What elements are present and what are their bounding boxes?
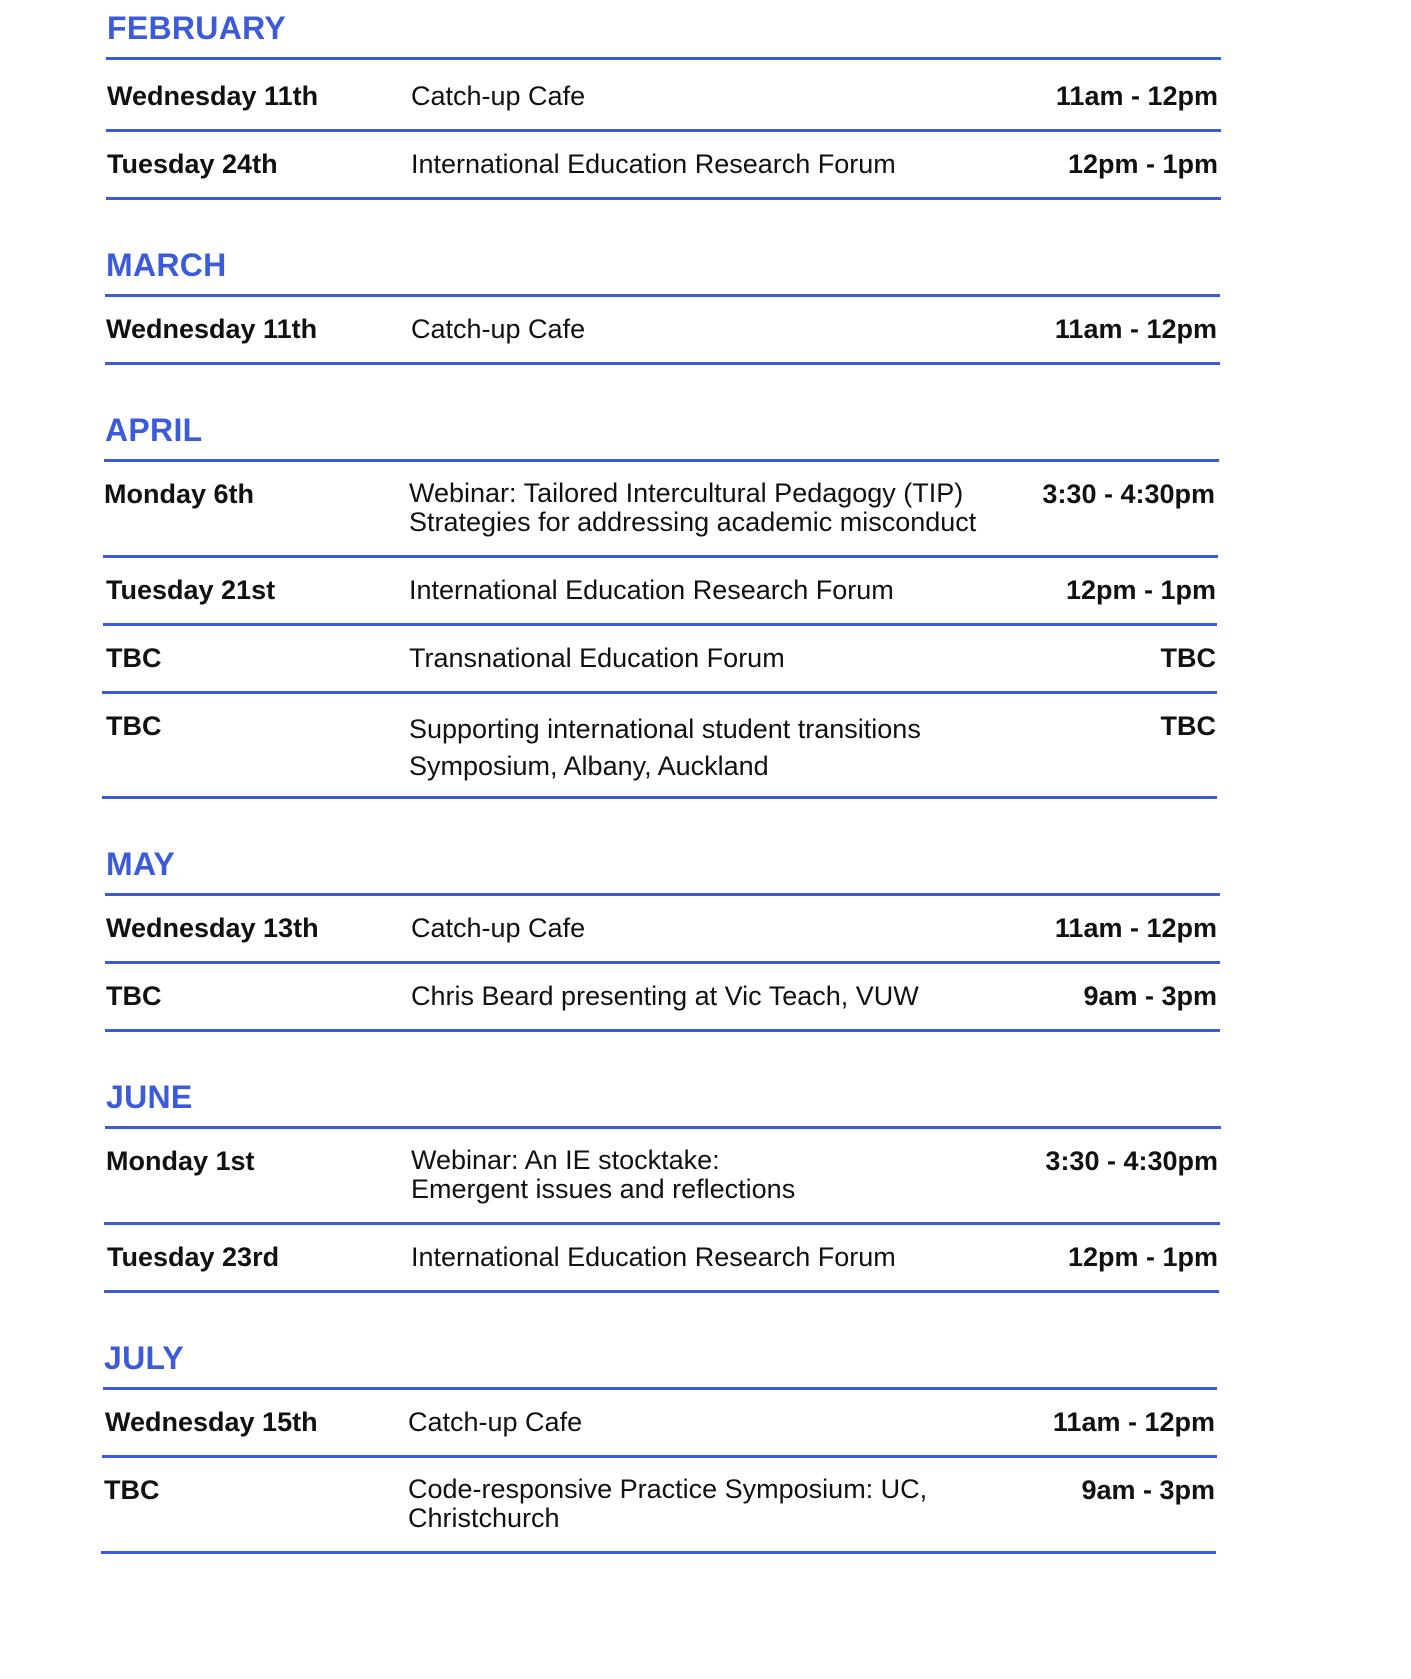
event-title <box>408 1475 927 1533</box>
event-row <box>106 643 1216 673</box>
event-date: Tuesday 24th <box>107 149 278 179</box>
event-time: 11am - 12pm <box>1054 314 1217 344</box>
event-row <box>104 479 1215 539</box>
event-title: International Education Research Forum <box>411 149 896 179</box>
event-title: International Education Research Forum <box>411 1242 896 1272</box>
divider <box>105 893 1220 896</box>
event-date: Wednesday 15th <box>105 1407 318 1437</box>
divider <box>106 57 1221 60</box>
month-heading: MAY <box>106 846 176 882</box>
divider <box>104 459 1219 462</box>
event-title <box>411 1146 795 1204</box>
event-date: Tuesday 23rd <box>107 1242 280 1272</box>
divider <box>103 555 1218 558</box>
divider <box>103 1387 1217 1390</box>
divider <box>105 362 1220 365</box>
divider <box>102 796 1217 799</box>
event-date: Wednesday 13th <box>106 913 319 943</box>
event-date: TBC <box>106 711 162 741</box>
divider <box>104 1222 1220 1225</box>
event-title <box>409 479 976 537</box>
event-date: TBC <box>104 1475 160 1505</box>
event-title-line: Christchurch <box>408 1503 560 1533</box>
event-title: Catch-up Cafe <box>411 314 586 344</box>
divider <box>101 1551 1216 1554</box>
event-row <box>106 711 1216 783</box>
event-title: Catch-up Cafe <box>411 81 586 111</box>
event-title-line: Emergent issues and reflections <box>411 1174 796 1204</box>
event-title: Chris Beard presenting at Vic Teach, VUW <box>411 981 919 1011</box>
event-title: Transnational Education Forum <box>409 643 785 673</box>
event-row <box>106 575 1216 605</box>
event-title-line: Symposium, Albany, Auckland <box>409 751 769 781</box>
event-row <box>106 314 1217 344</box>
divider <box>102 1455 1217 1458</box>
divider <box>105 1029 1220 1032</box>
event-title-line: Webinar: An IE stocktake: <box>411 1145 720 1175</box>
event-time: 9am - 3pm <box>1081 1475 1215 1505</box>
event-time: 9am - 3pm <box>1083 981 1217 1011</box>
event-time: 12pm - 1pm <box>1067 149 1218 179</box>
month-heading: JULY <box>104 1340 185 1376</box>
event-date: TBC <box>106 643 162 673</box>
month-heading: MARCH <box>106 247 227 283</box>
divider <box>104 1290 1219 1293</box>
event-title-line: Supporting international student transitions <box>409 714 921 744</box>
month-heading: APRIL <box>105 412 203 448</box>
month-heading: FEBRUARY <box>107 10 286 46</box>
month-heading: JUNE <box>106 1079 193 1115</box>
event-title: Catch-up Cafe <box>411 913 586 943</box>
event-title-line: Code-responsive Practice Symposium: UC, <box>408 1474 928 1504</box>
event-title-line: Webinar: Tailored Intercultural Pedagogy (TIP) <box>409 478 964 508</box>
event-time: 3:30 - 4:30pm <box>1045 1146 1218 1176</box>
divider <box>102 691 1217 694</box>
event-time: 11am - 12pm <box>1055 81 1218 111</box>
event-date: Tuesday 21st <box>106 575 276 605</box>
event-time: 11am - 12pm <box>1052 1407 1215 1437</box>
event-title-line: Strategies for addressing academic misconduct <box>409 507 977 537</box>
event-title: Catch-up Cafe <box>408 1407 583 1437</box>
event-row <box>107 149 1218 179</box>
event-row <box>106 1146 1218 1206</box>
event-date: Monday 1st <box>106 1146 255 1176</box>
event-date: Monday 6th <box>104 479 255 509</box>
event-date: Wednesday 11th <box>107 81 319 111</box>
divider <box>105 961 1220 964</box>
event-time: TBC <box>1160 643 1216 673</box>
event-row <box>107 1242 1218 1272</box>
event-title: International Education Research Forum <box>409 575 894 605</box>
divider <box>103 623 1217 626</box>
event-row <box>105 1407 1215 1437</box>
event-row <box>104 1475 1215 1535</box>
divider <box>106 197 1221 200</box>
event-time: 3:30 - 4:30pm <box>1042 479 1215 509</box>
event-time: 12pm - 1pm <box>1067 1242 1218 1272</box>
event-date: TBC <box>106 981 162 1011</box>
event-date: Wednesday 11th <box>106 314 318 344</box>
event-time: 11am - 12pm <box>1054 913 1217 943</box>
event-time: 12pm - 1pm <box>1065 575 1216 605</box>
event-row <box>106 981 1217 1011</box>
event-row <box>106 913 1217 943</box>
divider <box>106 129 1221 132</box>
event-title <box>409 711 921 785</box>
divider <box>105 294 1220 297</box>
divider <box>105 1126 1221 1129</box>
event-row <box>107 81 1218 111</box>
event-time: TBC <box>1160 711 1216 741</box>
